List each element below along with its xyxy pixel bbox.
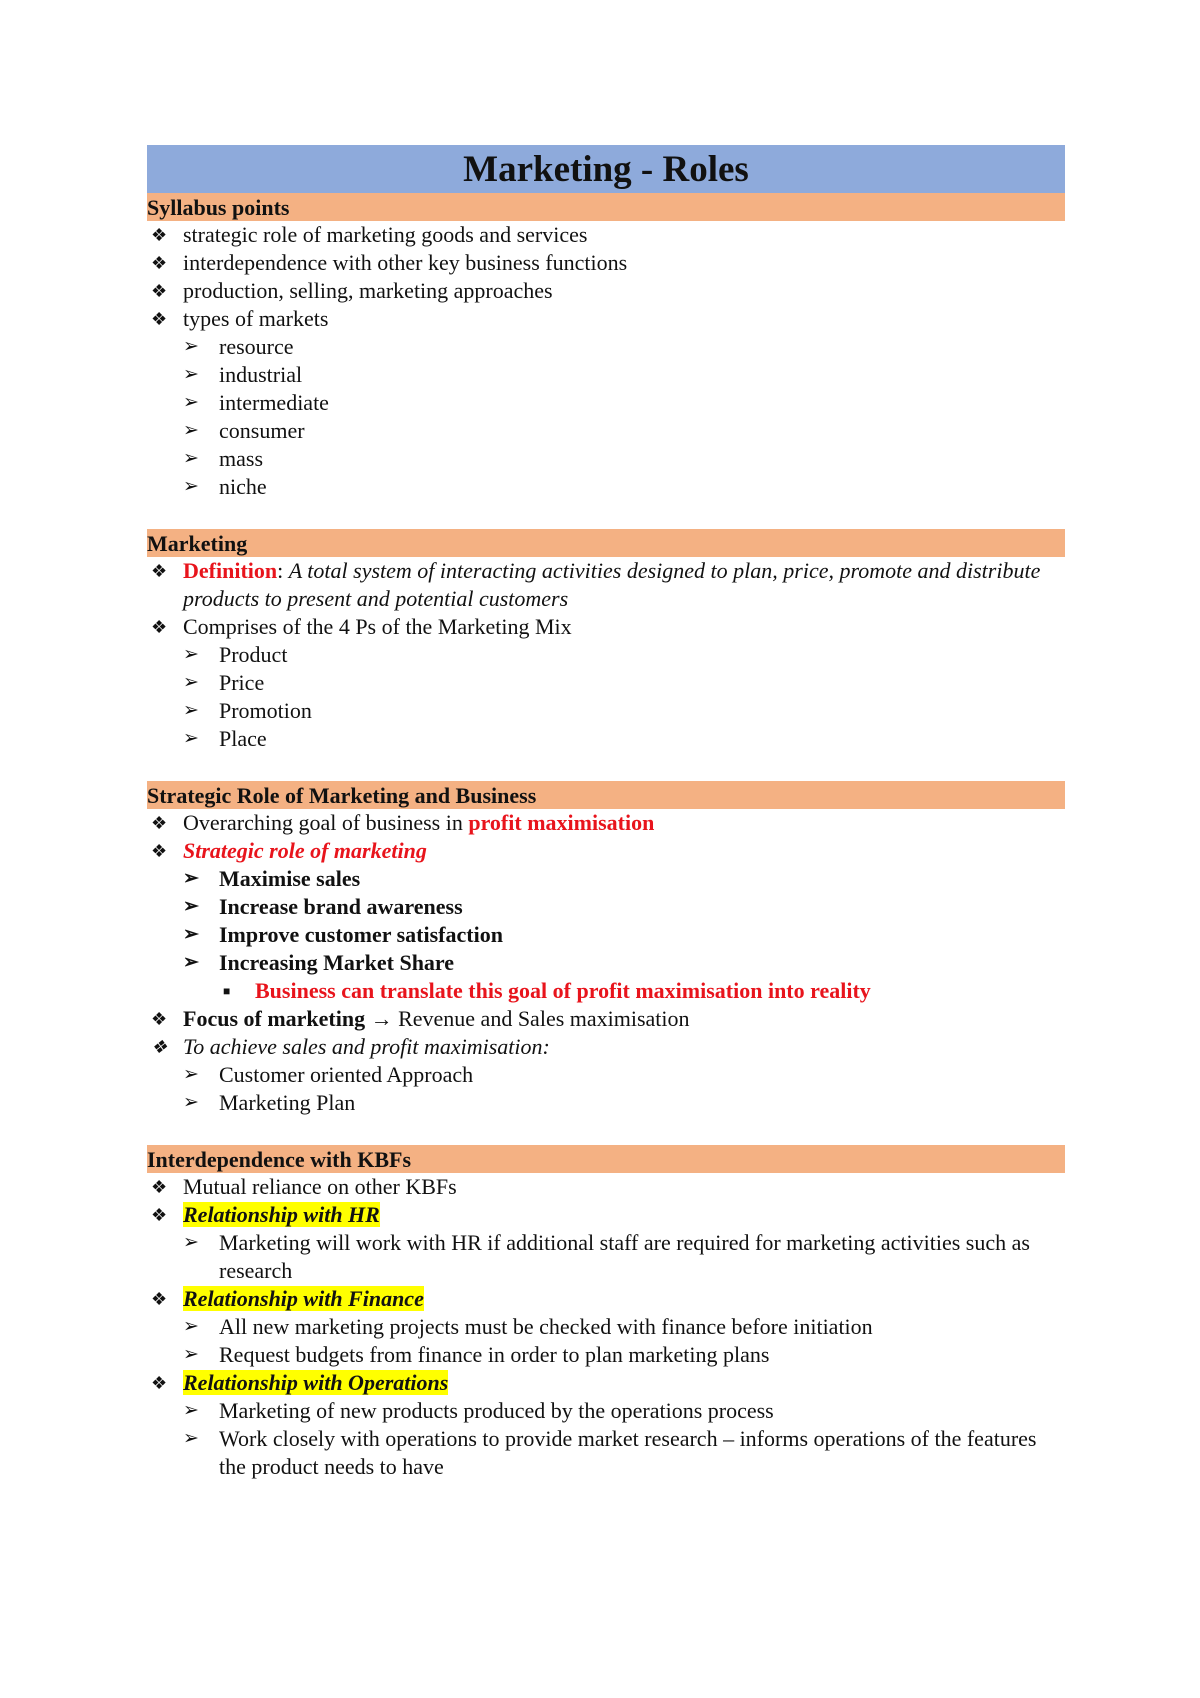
diamond-bullet-icon: ❖	[151, 281, 168, 301]
definition-label: Definition	[183, 558, 278, 583]
sub-list-item: ➢ Request budgets from finance in order to plan marketing plans	[183, 1342, 770, 1367]
arrow-bullet-icon: ➢	[183, 420, 199, 441]
arrow-bullet-icon: ➢	[183, 644, 199, 665]
list-item: ❖ To achieve sales and profit maximisation:	[151, 1034, 550, 1059]
arrow-bullet-icon: ➢	[183, 1428, 199, 1449]
sub-list-item: ➢ mass	[183, 446, 263, 471]
list-item: ❖ types of markets	[151, 306, 329, 331]
sub-list-item: ➢ Customer oriented Approach	[183, 1062, 474, 1087]
arrow-bullet-icon: ➢	[183, 1232, 199, 1253]
arrow-bullet-icon: ➢	[183, 1344, 199, 1365]
sub-list-item: ➢ Increase brand awareness	[183, 894, 463, 919]
filled-diamond-bullet-icon: ❖	[151, 1205, 168, 1225]
diamond-bullet-icon: ❖	[151, 813, 168, 833]
list-item	[147, 1369, 1065, 1397]
sub-list-item: ➢ Maximise sales	[183, 866, 361, 891]
list-item: ❖ Strategic role of marketing	[151, 838, 427, 863]
arrow-bullet-icon: ➢	[183, 952, 199, 973]
section-heading-kbf: Interdependence with KBFs	[147, 1145, 1065, 1173]
sub-list-item: ➢ Place	[183, 726, 267, 751]
list-item: ❖ Overarching goal of business in profit maximisation	[151, 810, 655, 835]
sub-list-item: ➢ Improve customer satisfaction	[183, 922, 503, 947]
diamond-bullet-icon: ❖	[151, 841, 168, 861]
arrow-bullet-icon: ➢	[183, 924, 199, 945]
section-heading-marketing: Marketing	[147, 529, 1065, 557]
list-item: ❖ Focus of marketing → Revenue and Sales maximisation	[151, 1006, 690, 1031]
arrow-bullet-icon: ➢	[183, 868, 199, 889]
definition-text: A total system of interacting activities designed to plan, price, promote and distribute products to present and potential customers	[183, 558, 1041, 611]
arrow-bullet-icon: ➢	[183, 1064, 199, 1085]
list-item: ❖ strategic role of marketing goods and services	[151, 222, 588, 247]
highlight-text: profit maximisation	[468, 810, 655, 835]
highlight-operations: Relationship with Operations	[183, 1370, 449, 1395]
arrow-bullet-icon: ➢	[183, 896, 199, 917]
sub-list-item: ➢ Promotion	[183, 698, 312, 723]
arrow-bullet-icon: ➢	[183, 392, 199, 413]
section-heading-strategic: Strategic Role of Marketing and Business	[147, 781, 1065, 809]
sub-list-item: ➢ Marketing will work with HR if additional staff are required for marketing activities such as research	[183, 1230, 1030, 1283]
highlight-finance: Relationship with Finance	[183, 1286, 424, 1311]
sub-list-item: ➢ All new marketing projects must be checked with finance before initiation	[183, 1314, 873, 1339]
sub-list-item: ➢ Increasing Market Share	[183, 950, 455, 975]
diamond-bullet-icon: ❖	[151, 561, 168, 581]
sub-list-item: ➢ Price	[183, 670, 265, 695]
list-item: ❖ Mutual reliance on other KBFs	[151, 1174, 457, 1199]
section-heading-syllabus: Syllabus points	[147, 193, 1065, 221]
list-item	[147, 1285, 1065, 1313]
sub-list-item: ➢ consumer	[183, 418, 305, 443]
sub-list-item: ➢ intermediate	[183, 390, 329, 415]
diamond-bullet-icon: ❖	[151, 253, 168, 273]
diamond-bullet-icon: ❖	[151, 225, 168, 245]
right-arrow-icon: →	[370, 1006, 393, 1031]
list-item: ❖ interdependence with other key business functions	[151, 250, 628, 275]
sub-list-item: ➢ Work closely with operations to provide market research – informs operations of the features the product needs to have	[183, 1426, 1037, 1479]
square-bullet-icon: ■	[223, 984, 231, 998]
arrow-bullet-icon: ➢	[183, 1316, 199, 1337]
arrow-bullet-icon: ➢	[183, 1400, 199, 1421]
sub-list-item: ➢ niche	[183, 474, 267, 499]
arrow-bullet-icon: ➢	[183, 728, 199, 749]
highlight-hr: Relationship with HR	[183, 1202, 380, 1227]
sub-list-item: ➢ Marketing of new products produced by the operations process	[183, 1398, 774, 1423]
filled-diamond-bullet-icon: ❖	[151, 1289, 168, 1309]
arrow-bullet-icon: ➢	[183, 476, 199, 497]
sub-list-item: ➢ Product	[183, 642, 288, 667]
list-item	[147, 1201, 1065, 1229]
filled-diamond-bullet-icon: ❖	[151, 1373, 168, 1393]
sub-list-item: ➢ resource	[183, 334, 294, 359]
arrow-bullet-icon: ➢	[183, 700, 199, 721]
diamond-bullet-icon: ❖	[151, 617, 168, 637]
diamond-bullet-icon: ❖	[151, 309, 168, 329]
arrow-bullet-icon: ➢	[183, 672, 199, 693]
diamond-bullet-icon: ❖	[151, 1177, 168, 1197]
arrow-bullet-icon: ➢	[183, 448, 199, 469]
page-title: Marketing - Roles	[147, 145, 1065, 193]
arrow-bullet-icon: ➢	[183, 336, 199, 357]
list-item: ❖ Comprises of the 4 Ps of the Marketing Mix	[151, 614, 572, 639]
sub-sub-list-item: ■ Business can translate this goal of profit maximisation into reality	[223, 978, 871, 1003]
diamond-bullet-icon: ❖	[151, 1037, 168, 1057]
sub-list-item: ➢ Marketing Plan	[183, 1090, 356, 1115]
sub-list-item: ➢ industrial	[183, 362, 303, 387]
list-item: ❖ production, selling, marketing approaches	[151, 278, 553, 303]
diamond-bullet-icon: ❖	[151, 1009, 168, 1029]
definition-item: ❖ Definition: A total system of interacting activities designed to plan, price, promote and distribute products to present and potential customers	[151, 558, 1041, 611]
document-page	[147, 145, 1065, 1481]
arrow-bullet-icon: ➢	[183, 364, 199, 385]
arrow-bullet-icon: ➢	[183, 1092, 199, 1113]
